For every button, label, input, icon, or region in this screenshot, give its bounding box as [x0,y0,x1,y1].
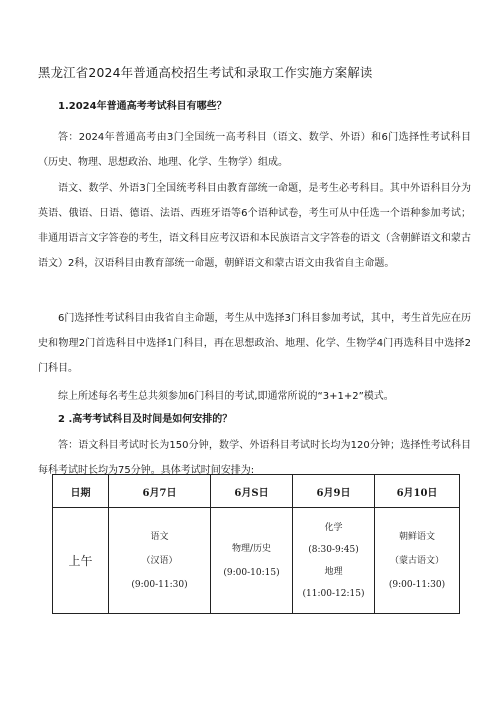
subject-name: 语文 [150,531,169,542]
section-1-heading: 1.2024年普通高考考试科目有哪些？ [58,101,227,112]
subject-note: （汉语） [141,555,178,566]
header-june-8: 6月S日 [211,475,293,508]
subject-name: 物理/历史 [231,543,272,554]
exam-time: (11:00-12:15) [302,588,365,599]
cell-june-10-morning [375,508,460,614]
header-date: 日期 [53,475,109,508]
section-2-heading: 2 .高考考试科目及时间是如何安排的？ [58,414,233,425]
section-1-paragraph-1: 答：2024年普通高考由3门全国统一高考科目（语文、数学、外语）和6门选择性考试科目（历史、物理、思想政治、地理、化学、生物学）组成。 [38,132,471,168]
cell-june-9-morning [293,508,375,614]
header-june-7: 6月7日 [109,475,211,508]
header-june-9: 6月9日 [293,475,375,508]
subject-name: 朝鲜语文 [398,531,435,542]
exam-time: (9:00-11:30) [388,579,446,590]
subject-note: （蒙古语文） [389,555,444,566]
cell-june-8-morning [211,508,293,614]
exam-time: (9:00-10:15) [223,567,280,578]
section-1-paragraph-3: 6门选择性考试科目由我省自主命题，考生从中选择3门科目参加考试，其中，考生首先应在历史和物理2门首选科目中选择1门科目，再在思想政治、地理、化学、生物学4门再选科目中选择2门科目。 [38,313,471,374]
header-june-10: 6月10日 [375,475,460,508]
exam-time: (8:30-9:45) [308,544,359,555]
period-morning: 上午 [53,508,109,614]
section-1-paragraph-2: 语文、数学、外语3门全国统考科目由教育部统一命题，是考生必考科目。其中外语科目分为英语、俄语、日语、德语、法语、西班牙语等6个语种试卷，考生可从中任选一个语种参加考试；非通用语言文字答卷的考生，语文科目应考汉语和本民族语言文字答卷的语文（含朝鲜语文和蒙古语文）2科，汉语科目由教育部统一命题，朝鲜语文和蒙古语文由我省自主命题。 [38,183,471,269]
cell-june-7-morning [109,508,211,614]
document-title: 黑龙江省2024年普通高校招生考试和录取工作实施方案解读 [38,65,373,80]
exam-schedule-table [52,474,460,614]
section-1-paragraph-4: 综上所述每名考生总共须参加6门科目的考试,即通常所说的“3+1+2”模式。 [58,391,394,402]
table-header-row [53,475,460,508]
table-row [53,508,460,614]
subject-name: 地理 [324,566,343,577]
section-2-paragraph-1: 答：语文科目考试时长为150分钟，数学、外语科目考试时长均为120分钟；选择性考试科目每科考试时长均为75分钟。具体考试时间安排为: [38,440,471,476]
exam-time: (9:00-11:30) [131,579,188,590]
subject-name: 化学 [324,522,343,533]
